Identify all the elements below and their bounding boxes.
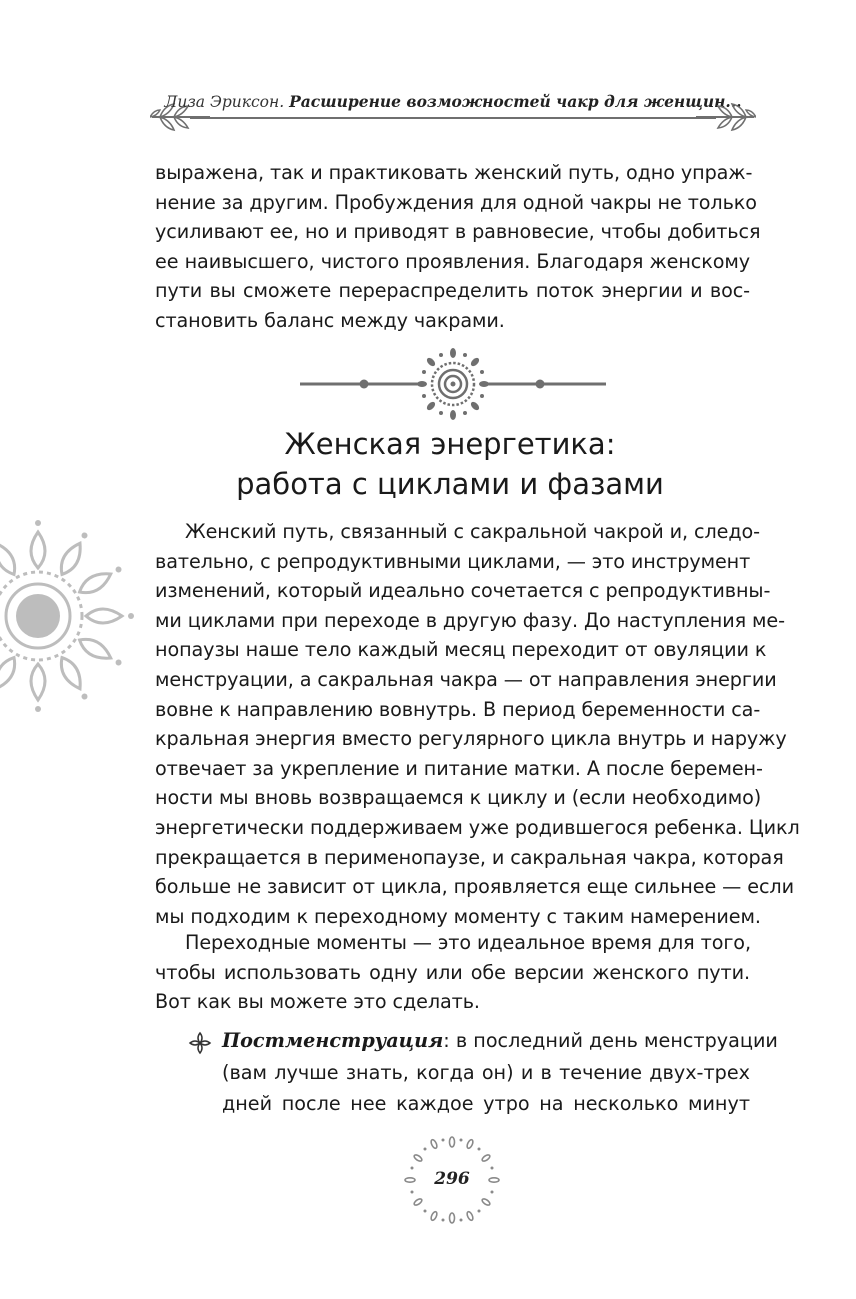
intro-paragraph [155,158,761,336]
text-line: мы подходим к переходному моменту с таким намерением. [155,904,761,928]
header-title [150,92,756,111]
section-title-line: Женская энергетика: [284,427,616,461]
text-line: Вот как вы можете это сделать. [155,990,480,1014]
section-title [150,424,750,504]
text-line: ности мы вновь возвращаемся к циклу и (если необходимо) [155,786,762,810]
bullet-term: Постменструация [222,1029,444,1052]
text-line: кральная энергия вместо регулярного цикла внутрь и наружу [155,727,787,751]
text-line: выражена, так и практиковать женский путь, одно упраж- [155,161,753,184]
text-line: ее наивысшего, чистого проявления. Благодаря женскому [155,249,750,273]
page-number: 296 [434,1169,470,1189]
text-line: отвечает за укрепление и питание матки. А после беремен- [155,756,763,780]
bullet-line-rest: : в последний день менструации [443,1029,778,1052]
text-line: усиливают ее, но и приводят в равновесие, чтобы добиться [155,220,761,244]
side-mandala-icon [0,516,138,716]
text-line: изменений, который идеально сочетается с репродуктивны- [155,579,771,603]
bullet-line [222,1025,778,1057]
text-line: нопаузы наше тело каждый месяц переходит от овуляции к [155,638,767,662]
page-footer [398,1130,506,1230]
leaf-branch-icon [696,98,756,134]
text-line: энергетически поддерживаем уже родившегося ребенка. Цикл [155,815,800,839]
header-book-title: Расширение возможностей чакр для женщин... [289,92,742,111]
bullet-item-postmenstruation [190,1025,778,1120]
text-line: прекращается в перименопаузе, и сакральная чакра, которая [155,845,784,869]
text-line: больше не зависит от цикла, проявляется еще сильнее — если [155,875,794,899]
text-line: чтобы использовать одну или обе версии женского пути. [155,960,750,984]
text-line: вательно, с репродуктивными циклами, — это инструмент [155,549,751,573]
running-header [150,86,756,134]
header-rule [190,117,716,119]
bullet-line: (вам лучше знать, когда он) и в течение двух-трех [222,1060,750,1084]
text-line: нение за другим. Пробуждения для одной чакры не только [155,190,757,214]
mandala-divider [296,344,610,424]
text-line: ми циклами при переходе в другую фазу. До наступления ме- [155,608,785,632]
text-line: пути вы сможете перераспределить поток энергии и вос- [155,279,750,303]
text-line: Женский путь, связанный с сакральной чакрой и, следо- [185,520,760,543]
header-author: Лиза Эриксон. [164,93,285,111]
text-line: вовне к направлению вовнутрь. В период беременности са- [155,697,761,721]
paragraph-2 [155,928,750,1017]
bullet-line: дней после нее каждое утро на несколько минут [222,1092,750,1115]
text-line: становить баланс между чакрами. [155,308,505,332]
paragraph-1 [155,517,800,931]
section-title-line: работа с циклами и фазами [236,467,664,501]
mandala-icon [417,348,489,420]
text-line: менструации, а сакральная чакра — от направления энергии [155,667,777,691]
bullet-flower-icon [188,1031,212,1055]
text-line: Переходные моменты — это идеальное время для того, [185,931,751,954]
